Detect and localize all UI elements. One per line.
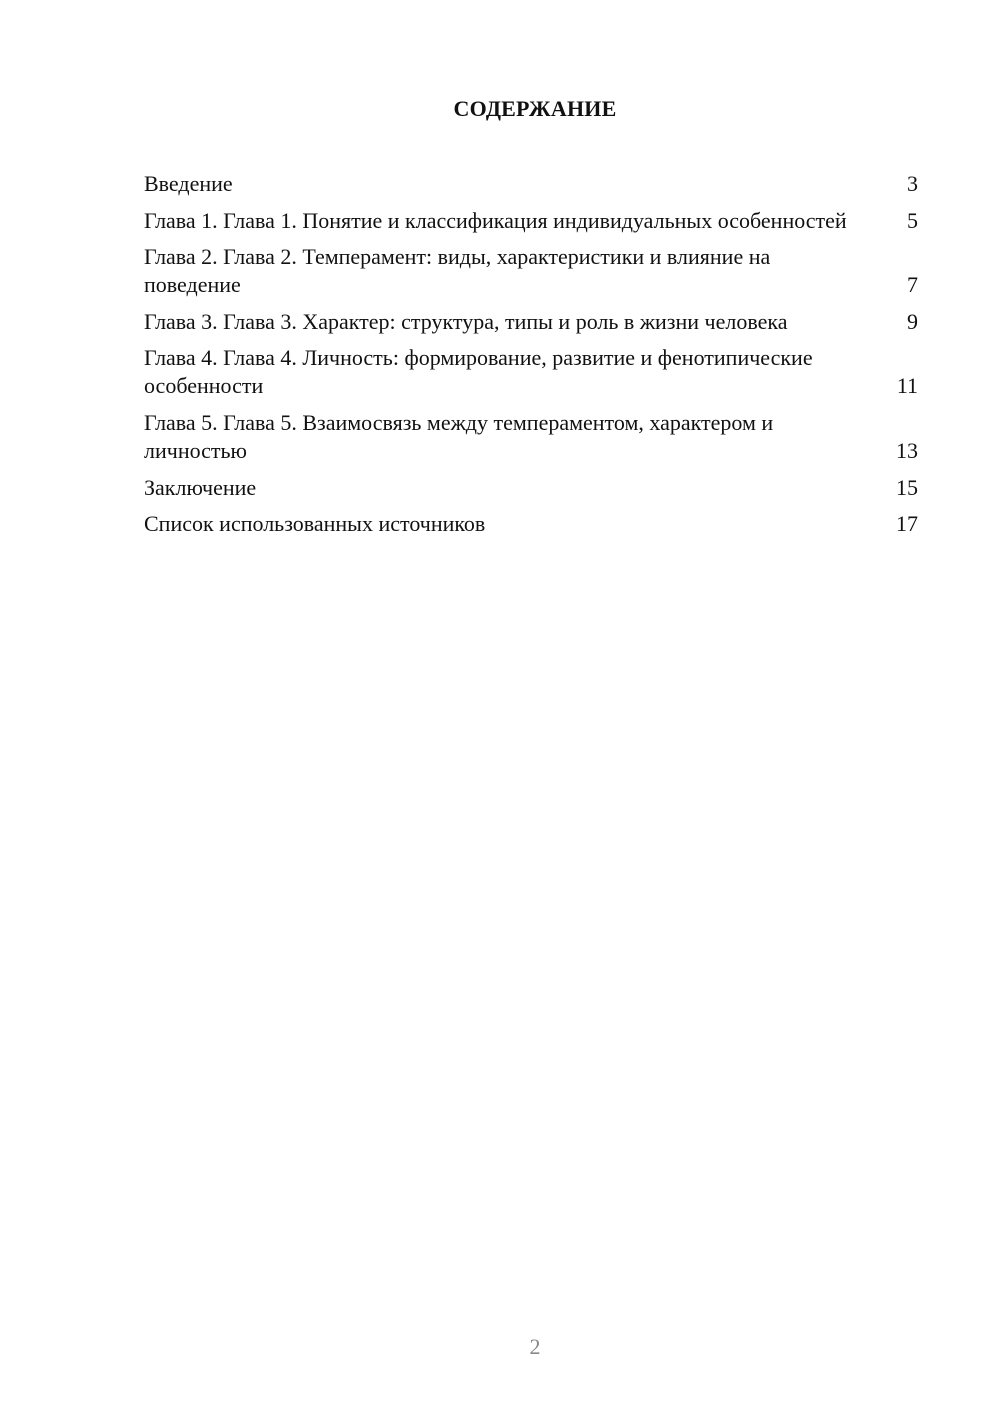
toc-entry-label: Список использованных источников xyxy=(144,511,486,537)
toc-entry-label: Заключение xyxy=(144,474,257,500)
toc-entry-introduction xyxy=(144,170,918,198)
toc-entry-page: 7 xyxy=(907,272,918,298)
toc-entry-chapter-3 xyxy=(144,308,918,336)
toc-entry-chapter-5 xyxy=(144,409,918,465)
toc-entry-label: Глава 3. Глава 3. Характер: структура, типы и роль в жизни человека xyxy=(144,308,788,334)
toc-entry-page: 3 xyxy=(907,171,918,196)
toc-entry-page: 17 xyxy=(896,511,918,537)
toc-entry-conclusion xyxy=(144,474,918,502)
toc-entry-page: 15 xyxy=(896,474,918,500)
toc-entry-label: Глава 4. Глава 4. Личность: формирование, развитие и фенотипические особенности xyxy=(144,345,813,399)
table-of-contents xyxy=(144,170,918,547)
toc-entry-page: 5 xyxy=(907,207,918,233)
toc-entry-chapter-2 xyxy=(144,243,918,299)
toc-entry-chapter-4 xyxy=(144,344,918,400)
page-number: 2 xyxy=(529,1334,541,1359)
toc-entry-references xyxy=(144,510,918,538)
toc-title: СОДЕРЖАНИЕ xyxy=(453,96,617,121)
toc-entry-chapter-1 xyxy=(144,207,918,235)
toc-entry-page: 13 xyxy=(896,437,918,463)
toc-entry-page: 11 xyxy=(896,373,918,399)
toc-entry-label: Глава 1. Глава 1. Понятие и классификация индивидуальных особенностей xyxy=(144,207,847,233)
toc-entry-label: Глава 5. Глава 5. Взаимосвязь между темпераментом, характером и личностью xyxy=(144,409,774,463)
toc-entry-page: 9 xyxy=(907,308,918,334)
toc-entry-label: Введение xyxy=(144,171,233,196)
toc-entry-label: Глава 2. Глава 2. Темперамент: виды, характеристики и влияние на поведение xyxy=(144,244,771,298)
